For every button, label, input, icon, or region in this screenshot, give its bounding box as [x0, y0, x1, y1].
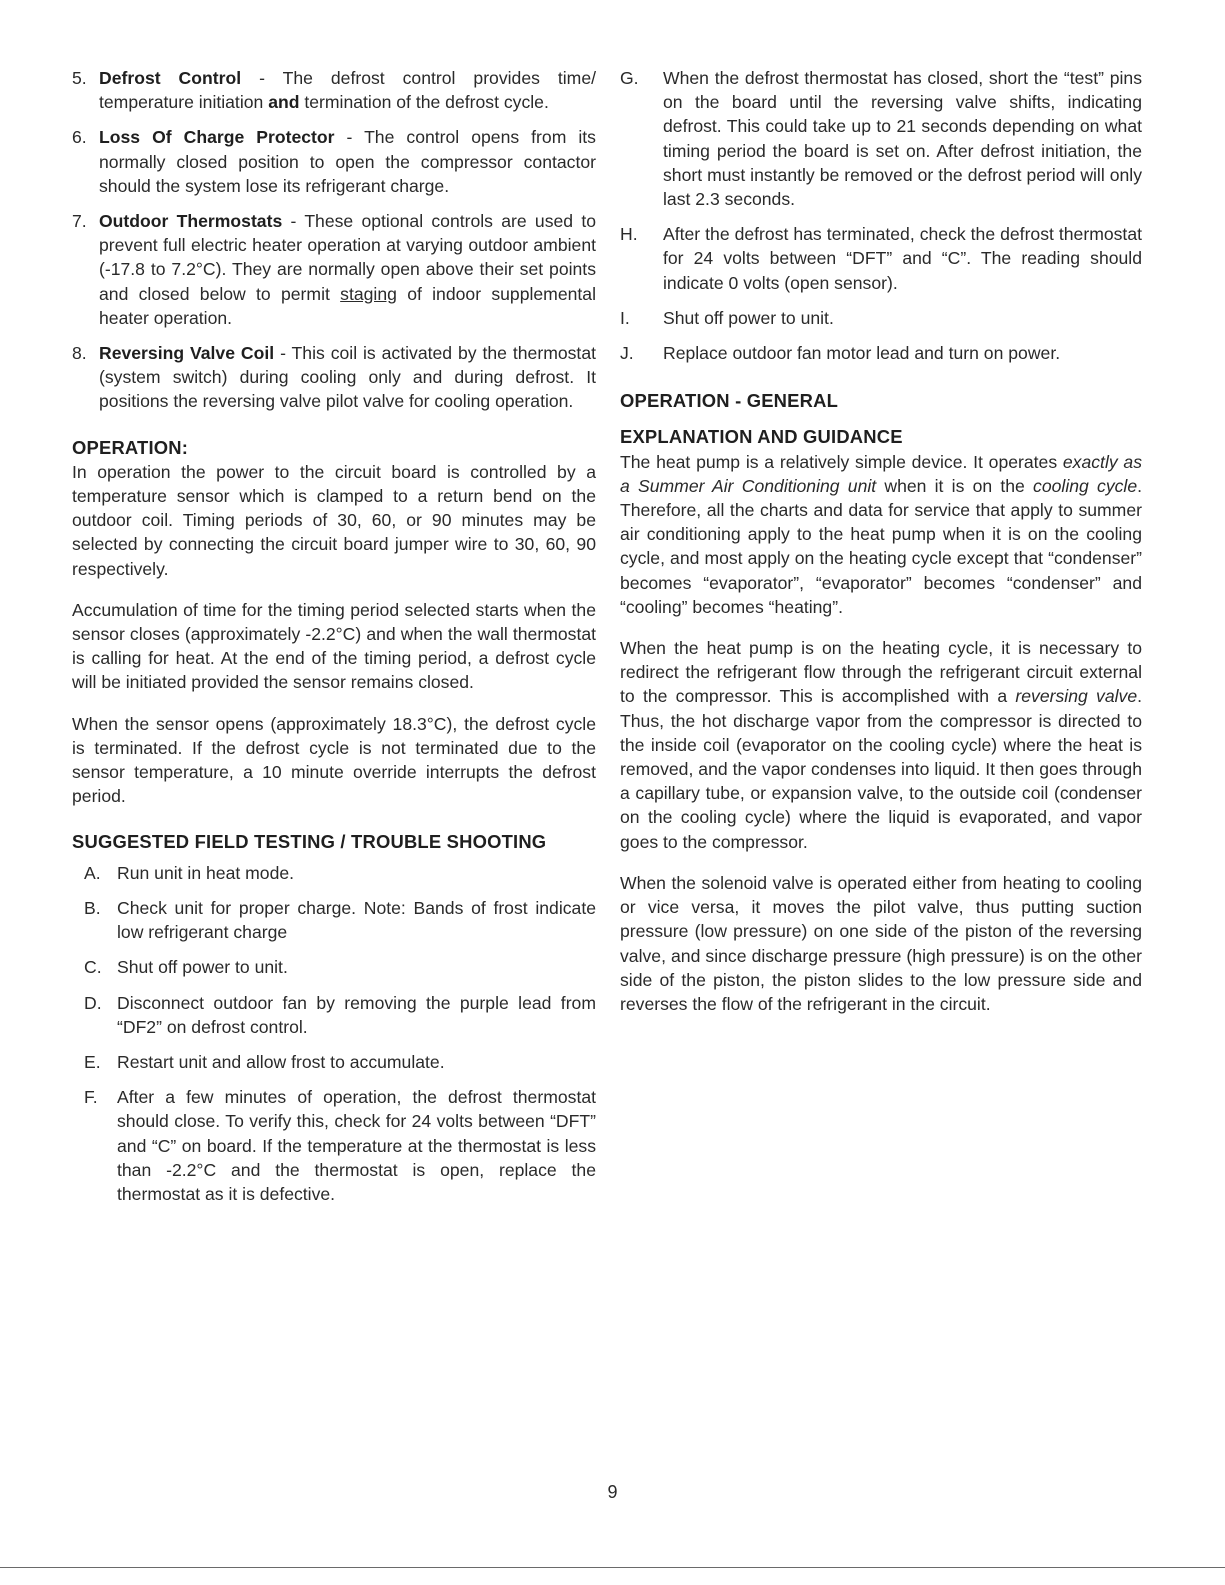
term: Loss Of Charge Protector [99, 127, 335, 148]
text-run: The heat pump is a relatively simple device. It operates [620, 451, 1063, 472]
step-text: Shut off power to unit. [117, 957, 288, 978]
bold-word: and [268, 92, 300, 113]
general-paragraph [620, 450, 1142, 619]
test-step [620, 306, 1142, 330]
text-run: . Thus, the hot discharge vapor from the compressor is directed to the inside coil (evaporator on the cooling cycle) where the heat is removed, and the vapor condenses into liquid. It then goes through a capillary tube, or expansion valve, to the outside coil (condenser on the cooling cycle) where the liquid is evaporated, and vapor goes to the compressor. [620, 686, 1143, 852]
step-text: When the defrost thermostat has closed, short the “test” pins on the board until the reversing valve shifts, indicating defrost. This could take up to 21 seconds depending on what timing period the board is set on. After defrost initiation, the short must instantly be removed or the defrost period will only last 2.3 seconds. [663, 68, 1142, 210]
term: Reversing Valve Coil [99, 343, 275, 364]
operation-paragraph: In operation the power to the circuit board is controlled by a temperature sensor which is clamped to a return bend on the outdoor coil. Timing periods of 30, 60, or 90 minutes may be selected by connecting the circuit board jumper wire to 30, 60, 90 respectively. [72, 461, 596, 579]
operation-heading: OPERATION: [72, 436, 189, 458]
text-run: when it is on the [876, 475, 1034, 496]
list-number: 7. [72, 211, 87, 232]
testing-heading: SUGGESTED FIELD TESTING / TROUBLE SHOOTING [72, 831, 547, 853]
italic-run: cooling cycle [1033, 475, 1138, 496]
item-text: The defrost control provides time/ temperature initiation [99, 68, 597, 113]
item-text: The control opens from its normally closed position to open the compressor contactor should the system lose its refrigerant charge. [99, 127, 596, 196]
step-letter: I. [620, 307, 630, 328]
bottom-rule [0, 1567, 1225, 1568]
separator: - [334, 127, 365, 148]
step-text: After the defrost has terminated, check the defrost thermostat for 24 volts between “DFT” and “C”. The reading should indicate 0 volts (open sensor). [663, 224, 1142, 293]
operation-paragraph: Accumulation of time for the timing period selected starts when the sensor closes (approximately -2.2°C) and when the wall thermostat is calling for heat. At the end of the timing period, a defrost cycle will be initiated provided the sensor remains closed. [72, 599, 596, 693]
step-letter: J. [620, 343, 634, 364]
item-text: termination of the defrost cycle. [299, 92, 549, 113]
step-letter: B. [84, 897, 101, 918]
step-letter: C. [84, 957, 102, 978]
list-item-defrost-control [72, 66, 596, 114]
term: Defrost Control [99, 68, 242, 88]
operation-paragraph: When the sensor opens (approximately 18.3°C), the defrost cycle is terminated. If the defrost cycle is not terminated due to the sensor temperature, a 10 minute override interrupts the defrost period. [72, 713, 596, 807]
test-step [72, 896, 596, 944]
step-text: Check unit for proper charge. Note: Bands of frost indicate low refrigerant charge [117, 897, 596, 943]
step-letter: H. [620, 224, 638, 245]
test-step [72, 1085, 596, 1206]
list-item-outdoor-thermostats [72, 209, 596, 330]
test-step [620, 66, 1142, 211]
step-text: Shut off power to unit. [663, 307, 834, 328]
step-text: After a few minutes of operation, the defrost thermostat should close. To verify this, check for 24 volts between “DFT” and “C” on board. If the temperature at the thermostat is less than -2.2°C and the thermostat is open, replace the thermostat as it is defective. [117, 1087, 596, 1204]
text-run: When the heat pump is on the heating cycle, it is necessary to redirect the refrigerant flow through the refrigerant circuit external to the compressor. This is accomplished with a [620, 638, 1142, 707]
step-text: Disconnect outdoor fan by removing the purple lead from “DF2” on defrost control. [117, 992, 596, 1037]
test-step [72, 991, 596, 1039]
test-step [72, 861, 596, 885]
separator: - [274, 343, 292, 364]
underlined-word: staging [340, 283, 397, 304]
page-number: 9 [607, 1482, 618, 1502]
step-letter: A. [84, 862, 101, 883]
step-letter: G. [620, 68, 639, 88]
item-text: These optional controls are used to prevent full electric heater operation at varying outdoor ambient (-17.8 to 7.2°C). They are normally open above their set points and closed below to permit [99, 211, 597, 304]
item-text: of indoor supplemental heater operation. [99, 283, 596, 328]
step-letter: E. [84, 1051, 101, 1072]
general-paragraph: When the solenoid valve is operated either from heating to cooling or vice versa, it moves the pilot valve, thus putting suction pressure (low pressure) on one side of the piston of the reversing valve, and since discharge pressure (high pressure) is on the other side of the piston, the piston slides to the low pressure side and reverses the flow of the refrigerant in the circuit. [620, 872, 1142, 1014]
general-subheading: EXPLANATION AND GUIDANCE [620, 426, 903, 448]
list-item-reversing-valve-coil [72, 341, 596, 414]
test-step [620, 222, 1142, 295]
list-number: 5. [72, 68, 87, 88]
item-text: This coil is activated by the thermostat (system switch) during cooling only and during defrost. It positions the reversing valve pilot valve for cooling operation. [99, 343, 596, 412]
step-text: Run unit in heat mode. [117, 862, 295, 883]
separator: - [282, 211, 305, 232]
right-column [620, 66, 1142, 1033]
list-item-loss-of-charge [72, 125, 596, 198]
step-text: Restart unit and allow frost to accumulate. [117, 1051, 445, 1072]
list-number: 6. [72, 127, 87, 148]
step-letter: D. [84, 992, 102, 1013]
list-number: 8. [72, 343, 87, 364]
text-run: . Therefore, all the charts and data for service that apply to summer air conditioning apply to the heat pump when it is on the cooling cycle, and most apply on the heating cycle except that “condenser” becomes “evaporator”, “evaporator” becomes “condenser” and “cooling” becomes “heating”. [620, 475, 1142, 617]
italic-run: reversing valve [1015, 686, 1138, 707]
test-step [72, 955, 596, 979]
separator: - [241, 68, 283, 88]
step-letter: F. [84, 1087, 98, 1108]
general-heading: OPERATION - GENERAL [620, 390, 839, 412]
test-step [620, 341, 1142, 365]
test-step [72, 1050, 596, 1074]
italic-run: exactly as a Summer Air Conditioning unit [620, 451, 1142, 496]
term: Outdoor Thermostats [99, 211, 283, 232]
general-paragraph [620, 636, 1142, 854]
step-text: Replace outdoor fan motor lead and turn on power. [663, 343, 1061, 364]
left-column [72, 66, 596, 1217]
